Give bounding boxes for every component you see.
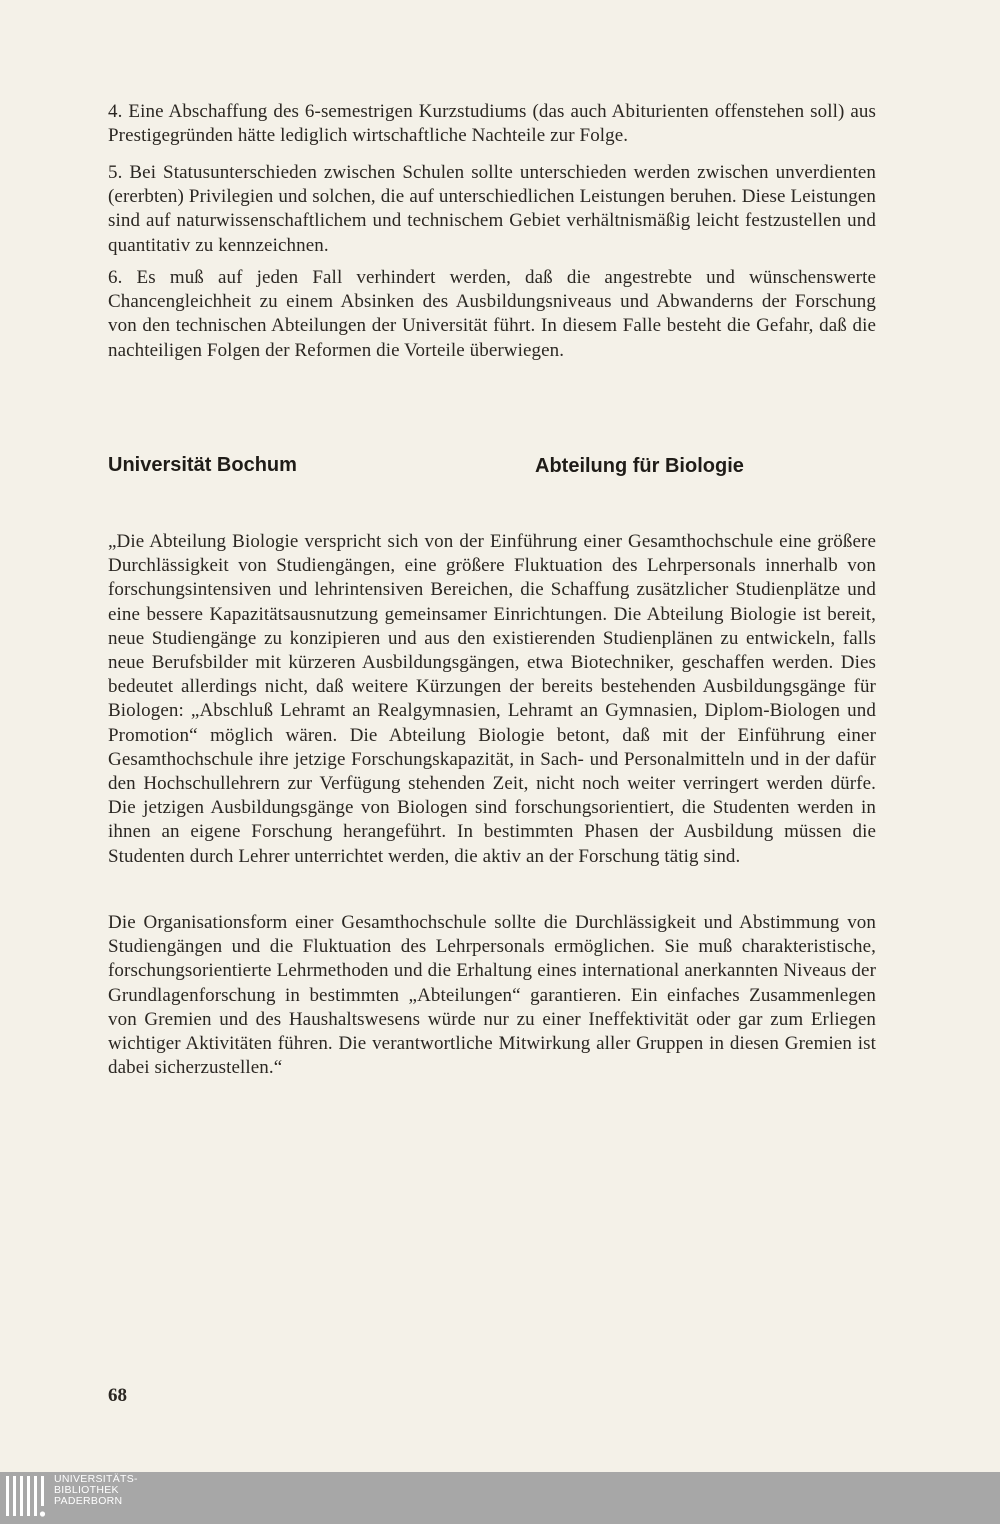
library-footer-bar [0, 1472, 1000, 1524]
numbered-paragraph-4: 4. Eine Abschaffung des 6-semestrigen Kurzstudiums (das auch Abiturienten offenstehen soll) aus Prestigegründen hätte lediglich wirtschaftliche Nachteile zur Folge. [108, 101, 876, 147]
section-heading-university: Universität Bochum [108, 454, 297, 476]
numbered-paragraph-5: 5. Bei Statusunterschieden zwischen Schulen sollte unterschieden werden zwischen unverdienten (ererbten) Privilegien und solchen, die auf unterschiedlichen Leistungen beruhen. Diese Leistungen sind auf naturwissenschaftlichem und technischem Gebiet verhältnismäßig leicht festzustellen und quantitativ zu kennzeichnen. [108, 162, 876, 256]
library-name-line-3: PADERBORN [54, 1495, 123, 1507]
quote-paragraph-1: „Die Abteilung Biologie verspricht sich von der Einführung einer Gesamthochschule eine größere Durchlässigkeit von Studiengängen, eine größere Fluktuation des Lehrpersonals innerhalb von forschungsintensiven und lehrintensiven Bereichen, die Schaffung zusätzlicher Studienplätze und eine bessere Kapazitätsausnutzung gemeinsamer Einrichtungen. Die Abteilung Biologie ist bereit, neue Studiengänge zu konzipieren und aus den existierenden Studienplänen zu entwickeln, falls neue Berufsbilder mit kürzeren Ausbildungsgängen, etwa Biotechniker, geschaffen werden. Dies bedeutet allerdings nicht, daß weitere Kürzungen der bereits bestehenden Ausbildungsgänge für Biologen: „Abschluß Lehramt an Realgymnasien, Lehramt an Gymnasien, Diplom-Biologen und Promotion“ möglich wären. Die Abteilung Biologie betont, daß mit der Einführung einer Gesamthochschule ihre jetzige Forschungskapazität, in Sach- und Personalmitteln und in der dafür den Hochschullehrern zur Verfügung stehenden Zeit, nicht noch weiter verringert werden dürfe. Die jetzigen Ausbildungsgänge von Biologen sind forschungsorientiert, die Studenten werden in ihnen an eigene Forschung herangeführt. In bestimmten Phasen der Ausbildung müssen die Studenten durch Lehrer unterrichtet werden, die aktiv an der Forschung tätig sind. [108, 531, 876, 867]
library-name-line-2: BIBLIOTHEK [54, 1484, 119, 1496]
section-heading-department: Abteilung für Biologie [535, 455, 744, 477]
library-name [54, 1474, 138, 1507]
library-name-line-1: UNIVERSITÄTS- [54, 1473, 138, 1485]
library-barcode-logo-icon [4, 1474, 48, 1520]
quote-paragraph-2: Die Organisationsform einer Gesamthochschule sollte die Durchlässigkeit und Abstimmung von Studiengängen und die Fluktuation des Lehrpersonals ermöglichen. Sie muß charakteristische, forschungsorientierte Lehrmethoden und die Erhaltung eines international anerkannten Niveaus der Grundlagenforschung in bestimmten „Abteilungen“ garantieren. Ein einfaches Zusammenlegen von Gremien und des Haushaltswesens würde nur zu einer Ineffektivität oder gar zum Erliegen wichtiger Aktivitäten führen. Die verantwortliche Mitwirkung aller Gruppen in diesen Gremien ist dabei sicherzustellen.“ [108, 912, 876, 1079]
numbered-paragraph-6: 6. Es muß auf jeden Fall verhindert werden, daß die angestrebte und wünschenswerte Chancengleichheit zu einem Absinken des Ausbildungsniveaus und Abwanderns der Forschung von den technischen Abteilungen der Universität führt. In diesem Falle besteht die Gefahr, daß die nachteiligen Folgen der Reformen die Vorteile überwiegen. [108, 267, 876, 361]
page-number: 68 [108, 1385, 127, 1406]
